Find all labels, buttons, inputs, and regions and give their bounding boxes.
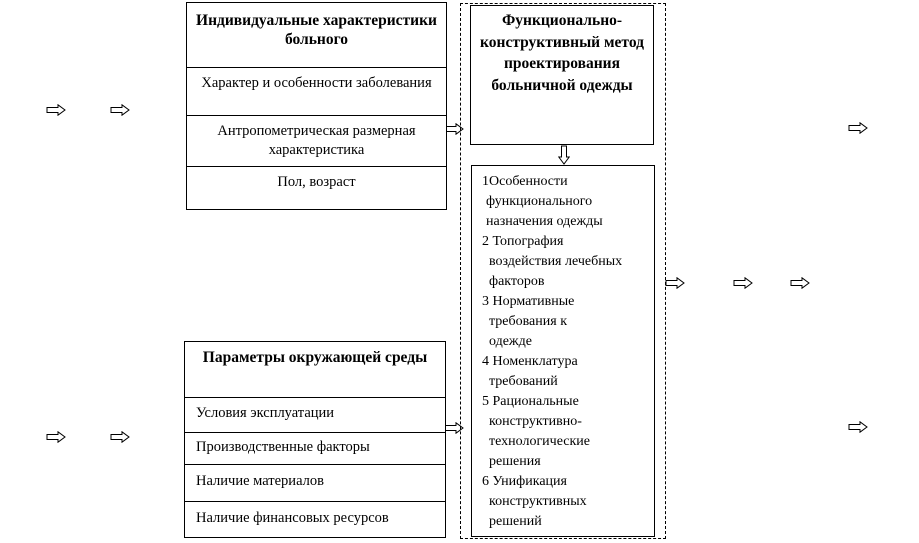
method-item xyxy=(482,352,650,392)
individual-characteristics-box xyxy=(186,2,447,210)
method-item xyxy=(482,392,650,472)
disease-features-row: Характер и особенности заболевания xyxy=(187,67,446,115)
method-item-rest: конструктивных решений xyxy=(489,494,587,529)
right-arrow-icon xyxy=(665,277,685,289)
sex-age-row: Пол, возраст xyxy=(187,166,446,209)
method-item xyxy=(482,172,650,232)
right-arrow-icon xyxy=(110,431,130,443)
method-item-rest: конструктивно-технологические решения xyxy=(489,414,591,469)
production-factors-row: Производственные факторы xyxy=(185,432,445,464)
environment-parameters-title: Параметры окружающей среды xyxy=(202,349,428,366)
operating-conditions-row: Условия эксплуатации xyxy=(185,397,445,432)
materials-row: Наличие материалов xyxy=(185,464,445,501)
method-item-first: Рациональные xyxy=(489,394,579,409)
method-item-first: Особенности xyxy=(489,174,568,189)
environment-parameters-box xyxy=(184,341,446,538)
method-items-box xyxy=(471,165,655,537)
financial-resources-row: Наличие финансовых ресурсов xyxy=(185,501,445,538)
right-arrow-icon xyxy=(733,277,753,289)
method-item-number: 4 xyxy=(482,354,489,369)
method-item-number: 5 xyxy=(482,394,489,409)
method-item-rest: воздействия лечебных факторов xyxy=(489,254,623,289)
individual-characteristics-title: Индивидуальные характеристики больного xyxy=(196,12,437,48)
method-item-number: 2 xyxy=(482,234,489,249)
right-arrow-icon xyxy=(46,104,66,116)
method-item-first: Номенклатура xyxy=(489,354,578,369)
method-item-number: 6 xyxy=(482,474,489,489)
method-item xyxy=(482,292,650,352)
right-arrow-icon xyxy=(46,431,66,443)
method-item-number: 1 xyxy=(482,174,489,189)
down-arrow-icon xyxy=(558,145,570,165)
method-item-number: 3 xyxy=(482,294,489,309)
method-item-rest: требования к одежде xyxy=(489,314,567,349)
method-item-rest: функционального назначения одежды xyxy=(486,194,603,229)
method-item-first: Топография xyxy=(489,234,564,249)
method-title-box: Функционально-конструктивный метод проектирования больничной одежды xyxy=(470,5,654,145)
right-arrow-icon xyxy=(848,421,868,433)
anthropometric-row: Антропометрическая размерная характеристика xyxy=(187,115,446,166)
right-arrow-icon xyxy=(790,277,810,289)
right-arrow-icon xyxy=(110,104,130,116)
method-item-rest: требований xyxy=(489,374,558,389)
method-item-first: Нормативные xyxy=(489,294,575,309)
method-item-first: Унификация xyxy=(489,474,567,489)
right-arrow-icon xyxy=(848,122,868,134)
method-item xyxy=(482,232,650,292)
method-item xyxy=(482,472,650,532)
